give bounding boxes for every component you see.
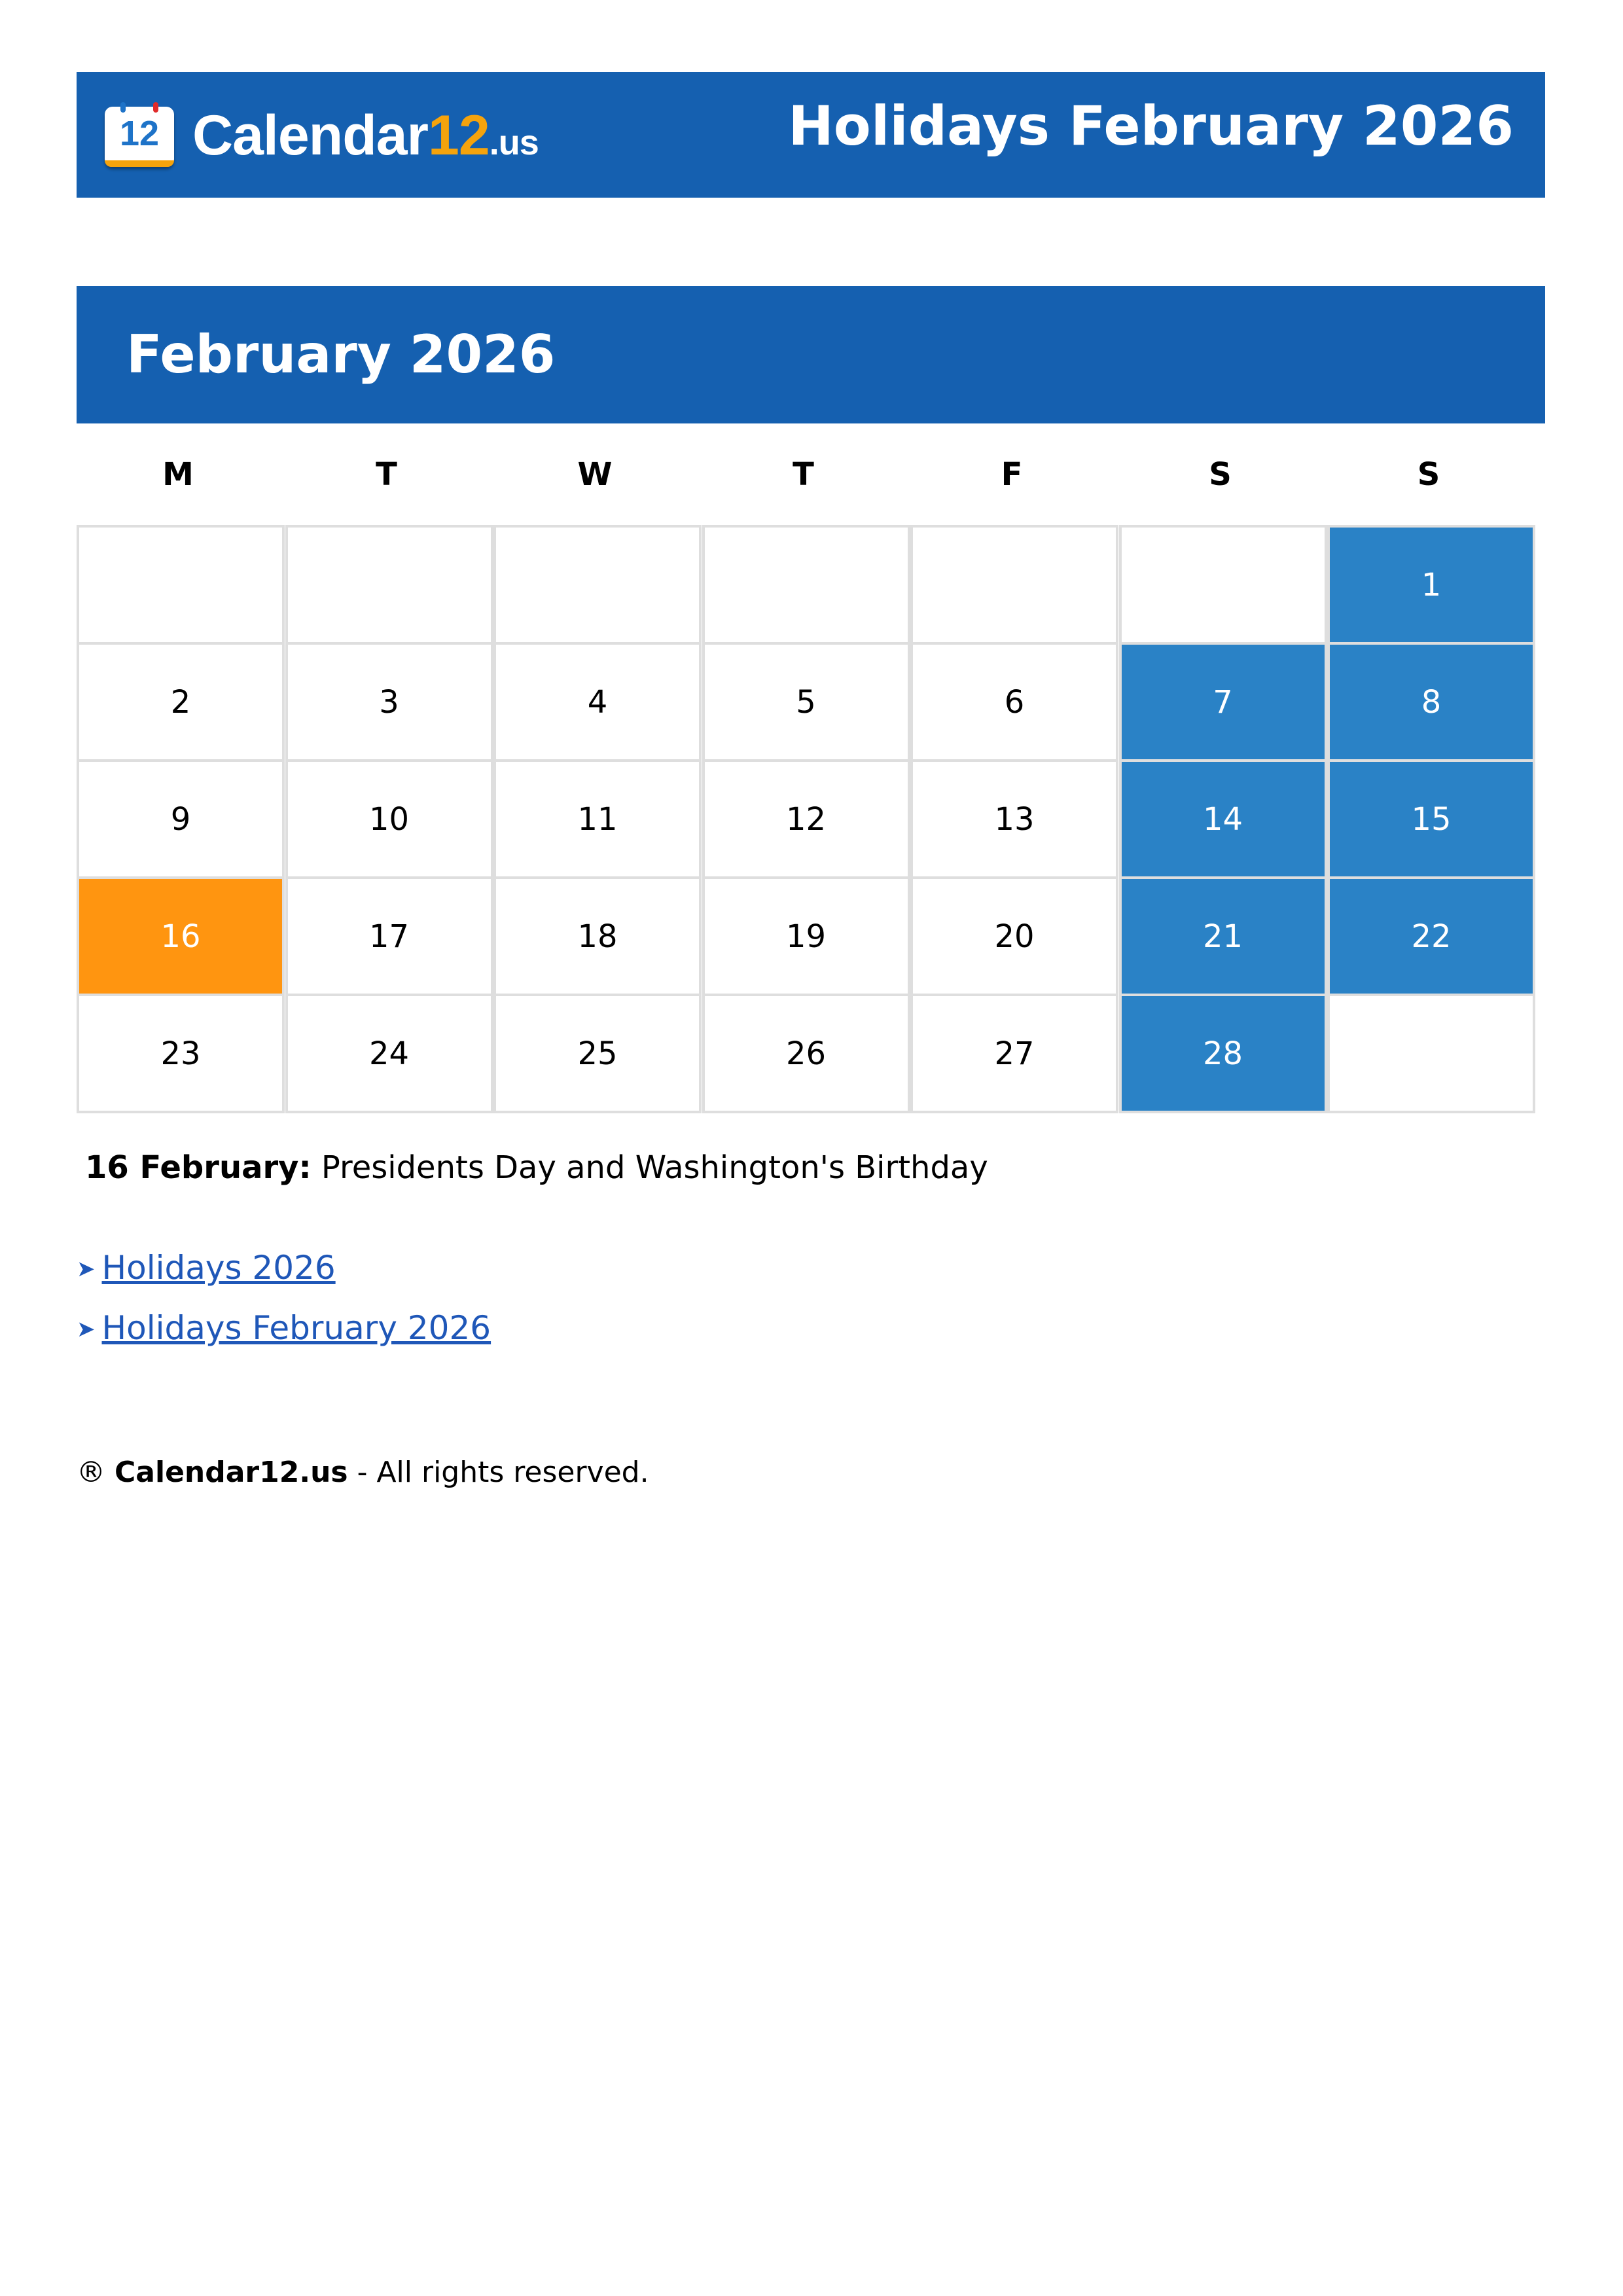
day-cell[interactable]: 19 — [702, 876, 910, 996]
weekday-label: T — [793, 456, 814, 493]
month-banner — [77, 286, 1545, 423]
link-item — [77, 1247, 491, 1307]
weekday-label: S — [1209, 456, 1232, 493]
day-cell[interactable]: 3 — [285, 642, 493, 762]
calendar-icon — [105, 107, 174, 167]
day-cell[interactable]: 18 — [493, 876, 702, 996]
page-title: Holidays February 2026 — [788, 94, 1514, 158]
logo-tld: .us — [489, 123, 539, 162]
weekday-label: M — [162, 456, 194, 493]
footer-site-name: Calendar12.us — [115, 1456, 348, 1489]
day-cell[interactable]: 11 — [493, 759, 702, 879]
holiday-note-name: Presidents Day and Washington's Birthday — [321, 1149, 988, 1186]
empty-day-cell — [1119, 525, 1327, 645]
day-cell[interactable]: 24 — [285, 994, 493, 1113]
day-cell[interactable]: 26 — [702, 994, 910, 1113]
day-cell[interactable]: 12 — [702, 759, 910, 879]
holiday-note — [85, 1147, 988, 1189]
weekday-label: W — [577, 456, 613, 493]
holiday-note-date: 16 February: — [85, 1149, 312, 1186]
footer — [77, 1453, 649, 1492]
day-cell[interactable]: 4 — [493, 642, 702, 762]
day-cell[interactable]: 6 — [910, 642, 1118, 762]
day-cell[interactable]: 9 — [77, 759, 285, 879]
day-cell[interactable]: 5 — [702, 642, 910, 762]
day-cell[interactable]: 25 — [493, 994, 702, 1113]
weekday-label: F — [1001, 456, 1023, 493]
empty-day-cell — [702, 525, 910, 645]
weekday-label: S — [1417, 456, 1440, 493]
day-cell[interactable]: 13 — [910, 759, 1118, 879]
logo-wordmark — [192, 103, 539, 175]
day-cell[interactable]: 21 — [1119, 876, 1327, 996]
day-cell[interactable]: 2 — [77, 642, 285, 762]
day-cell[interactable]: 7 — [1119, 642, 1327, 762]
link-holidays-february-2026[interactable]: Holidays February 2026 — [101, 1309, 491, 1347]
day-cell[interactable]: 27 — [910, 994, 1118, 1113]
related-links — [77, 1247, 491, 1367]
month-title: February 2026 — [126, 324, 556, 385]
weekday-label: T — [376, 456, 397, 493]
day-cell[interactable]: 1 — [1327, 525, 1535, 645]
weekday-header-row — [77, 452, 1533, 497]
logo-icon-number: 12 — [119, 114, 160, 153]
empty-day-cell — [493, 525, 702, 645]
day-cell[interactable]: 17 — [285, 876, 493, 996]
day-cell[interactable]: 23 — [77, 994, 285, 1113]
day-cell[interactable]: 14 — [1119, 759, 1327, 879]
link-holidays-2026[interactable]: Holidays 2026 — [101, 1249, 336, 1287]
logo-number: 12 — [428, 104, 490, 167]
arrow-right-icon: ➤ — [77, 1316, 96, 1342]
day-cell[interactable]: 20 — [910, 876, 1118, 996]
day-cell[interactable]: 10 — [285, 759, 493, 879]
footer-text: - All rights reserved. — [357, 1456, 649, 1489]
calendar-grid — [77, 525, 1537, 1113]
link-item — [77, 1307, 491, 1367]
empty-day-cell — [285, 525, 493, 645]
day-cell[interactable]: 8 — [1327, 642, 1535, 762]
day-cell[interactable]: 28 — [1119, 994, 1327, 1113]
empty-day-cell — [910, 525, 1118, 645]
day-cell[interactable]: 16 — [77, 876, 285, 996]
site-header — [77, 72, 1545, 198]
day-cell[interactable]: 15 — [1327, 759, 1535, 879]
registered-symbol: ® — [77, 1456, 105, 1489]
logo-name: Calendar — [192, 104, 429, 167]
empty-day-cell — [1327, 994, 1535, 1113]
empty-day-cell — [77, 525, 285, 645]
day-cell[interactable]: 22 — [1327, 876, 1535, 996]
arrow-right-icon: ➤ — [77, 1256, 96, 1282]
